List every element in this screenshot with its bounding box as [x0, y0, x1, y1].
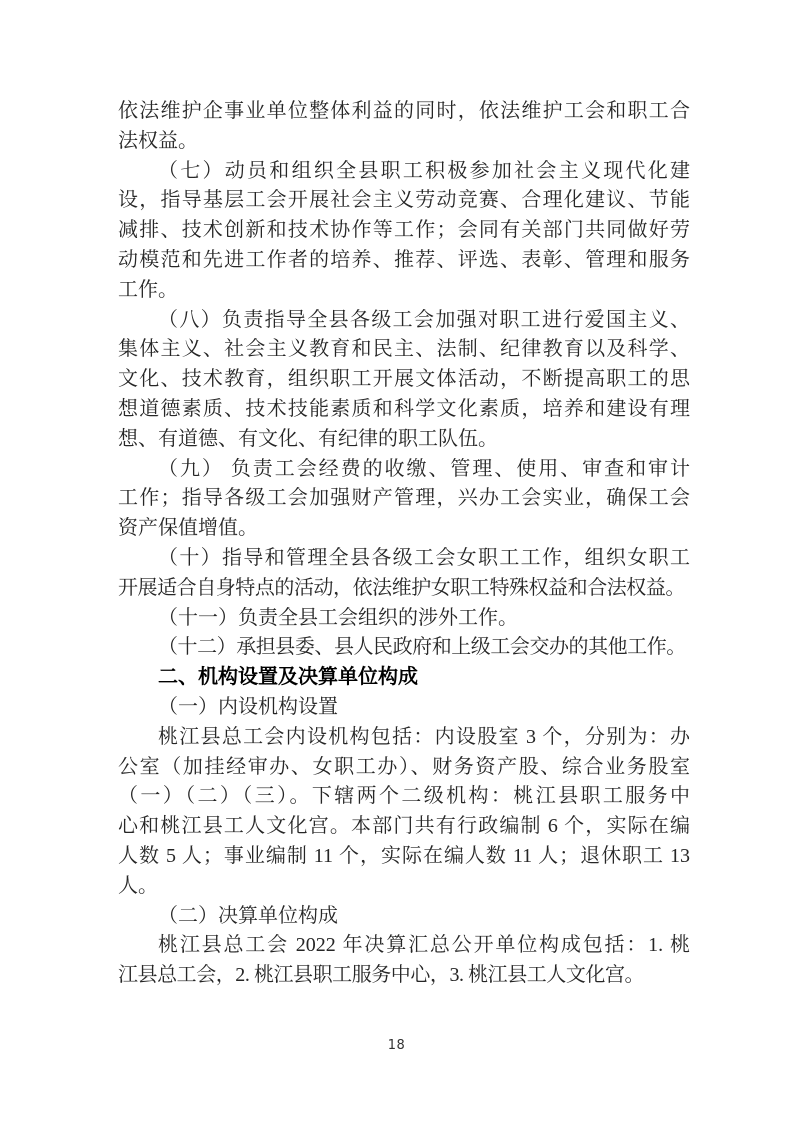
text-line: 设，指导基层工会开展社会主义劳动竞赛、合理化建议、节能	[118, 189, 690, 212]
text-line: 依法维护企事业单位整体利益的同时，依法维护工会和职工合	[118, 100, 690, 122]
text-line: 动模范和先进工作者的培养、推荐、评选、表彰、管理和服务	[118, 248, 690, 271]
page-number: 18	[387, 1038, 406, 1053]
text-line: （十一）负责全县工会组织的涉外工作。	[158, 606, 518, 629]
text-line: 减排、技术创新和技术协作等工作；会同有关部门共同做好劳	[118, 219, 690, 242]
text-line: （九） 负责工会经费的收缴、管理、使用、审查和审计	[158, 457, 690, 480]
text-line: 心和桃江县工人文化宫。本部门共有行政编制 6 个，实际在编	[118, 815, 690, 838]
text-line: 桃江县总工会 2022 年决算汇总公开单位构成包括：1. 桃	[158, 934, 690, 957]
text-line: 文化、技术教育，组织职工开展文体活动，不断提高职工的思	[118, 368, 690, 391]
text-line: （十）指导和管理全县各级工会女职工工作，组织女职工	[158, 546, 690, 569]
text-line: 工作；指导各级工会加强财产管理，兴办工会实业，确保工会	[118, 487, 690, 510]
text-line: 资产保值增值。	[118, 517, 258, 540]
text-line: 开展适合自身特点的活动，依法维护女职工特殊权益和合法权益。	[118, 576, 685, 599]
text-line: 集体主义、社会主义教育和民主、法制、纪律教育以及科学、	[118, 338, 690, 361]
text-line: （十二）承担县委、县人民政府和上级工会交办的其他工作。	[158, 636, 686, 659]
text-line: （一）（二）（三）。下辖两个二级机构：桃江县职工服务中	[118, 785, 690, 808]
text-line: 人数 5 人；事业编制 11 个，实际在编人数 11 人；退休职工 13	[118, 844, 690, 867]
text-line: （八）负责指导全县各级工会加强对职工进行爱国主义、	[158, 308, 690, 331]
text-line: （二）决算单位构成	[158, 904, 338, 927]
section-heading: 二、机构设置及决算单位构成	[158, 666, 418, 689]
text-line: 人。	[118, 874, 158, 897]
document-text-block	[118, 97, 690, 991]
text-line: （七）动员和组织全县职工积极参加社会主义现代化建	[158, 159, 690, 182]
text-line: 江县总工会，2. 桃江县职工服务中心，3. 桃江县工人文化宫。	[118, 964, 645, 987]
text-line: 公室（加挂经审办、女职工办）、财务资产股、综合业务股室	[118, 755, 690, 778]
text-line: 工作。	[118, 278, 178, 301]
text-line: 想、有道德、有文化、有纪律的职工队伍。	[118, 427, 498, 450]
text-line: （一）内设机构设置	[158, 695, 338, 718]
text-line: 想道德素质、技术技能素质和科学文化素质，培养和建设有理	[118, 397, 690, 420]
text-line: 桃江县总工会内设机构包括：内设股室 3 个，分别为：办	[158, 725, 690, 748]
text-line: 法权益。	[118, 129, 198, 152]
